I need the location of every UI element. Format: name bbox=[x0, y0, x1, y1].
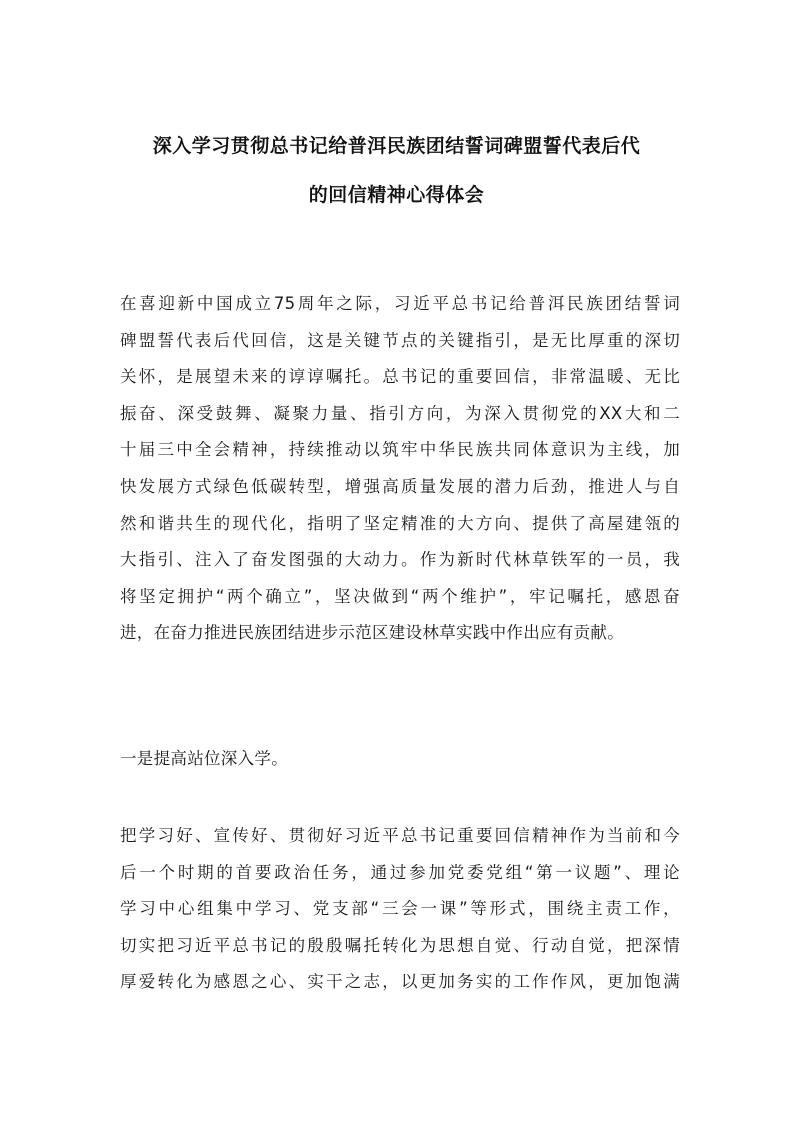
paragraph-line: 进，在奋力推进民族团结进步示范区建设林草实践中作出应有贡献。 bbox=[120, 623, 624, 643]
paragraph-line: 振奋、深受鼓舞、凝聚力量、指引方向，为深入贯彻党的XX大和二 bbox=[120, 403, 680, 423]
paragraph-line: 快发展方式绿色低碳转型，增强高质量发展的潜力后劲，推进人与自 bbox=[120, 476, 680, 496]
section-heading bbox=[120, 741, 680, 778]
paragraph-line: 然和谐共生的现代化，指明了坚定精准的大方向、提供了高屋建瓴的 bbox=[120, 513, 680, 533]
paragraph-line: 关怀，是展望未来的谆谆嘱托。总书记的重要回信，非常温暖、无比 bbox=[120, 367, 680, 387]
paragraph-line: 十届三中全会精神，持续推动以筑牢中华民族共同体意识为主线，加 bbox=[120, 440, 680, 460]
paragraph-line: 切实把习近平总书记的殷殷嘱托转化为思想自觉、行动自觉，把深情 bbox=[120, 935, 680, 955]
paragraph-line: 把学习好、宣传好、贯彻好习近平总书记重要回信精神作为当前和今 bbox=[120, 826, 680, 845]
paragraph-line: 后一个时期的首要政治任务，通过参加党委党组“第一议题”、理论 bbox=[120, 862, 680, 882]
paragraph-line: 在喜迎新中国成立75周年之际，习近平总书记给普洱民族团结誓词 bbox=[120, 294, 680, 313]
paragraph-line: 将坚定拥护“两个确立”，坚决做到“两个维护”，牢记嘱托，感恩奋 bbox=[120, 586, 680, 606]
document-title-line-1: 深入学习贯彻总书记给普洱民族团结誓词碑盟誓代表后代 bbox=[152, 135, 641, 157]
section-heading-text: 一是提高站位深入学。 bbox=[120, 749, 288, 768]
paragraph-intro bbox=[120, 286, 680, 652]
paragraph-line: 厚爱转化为感恩之心、实干之志，以更加务实的工作作风，更加饱满 bbox=[120, 972, 680, 992]
paragraph-line: 学习中心组集中学习、党支部“三会一课”等形式，围绕主责工作， bbox=[120, 899, 680, 919]
paragraph-study bbox=[120, 818, 680, 1001]
document-title-line-2: 的回信精神心得体会 bbox=[308, 184, 485, 206]
paragraph-line: 碑盟誓代表后代回信，这是关键节点的关键指引，是无比厚重的深切 bbox=[120, 330, 680, 350]
paragraph-line: 大指引、注入了奋发图强的大动力。作为新时代林草铁军的一员，我 bbox=[120, 550, 680, 570]
